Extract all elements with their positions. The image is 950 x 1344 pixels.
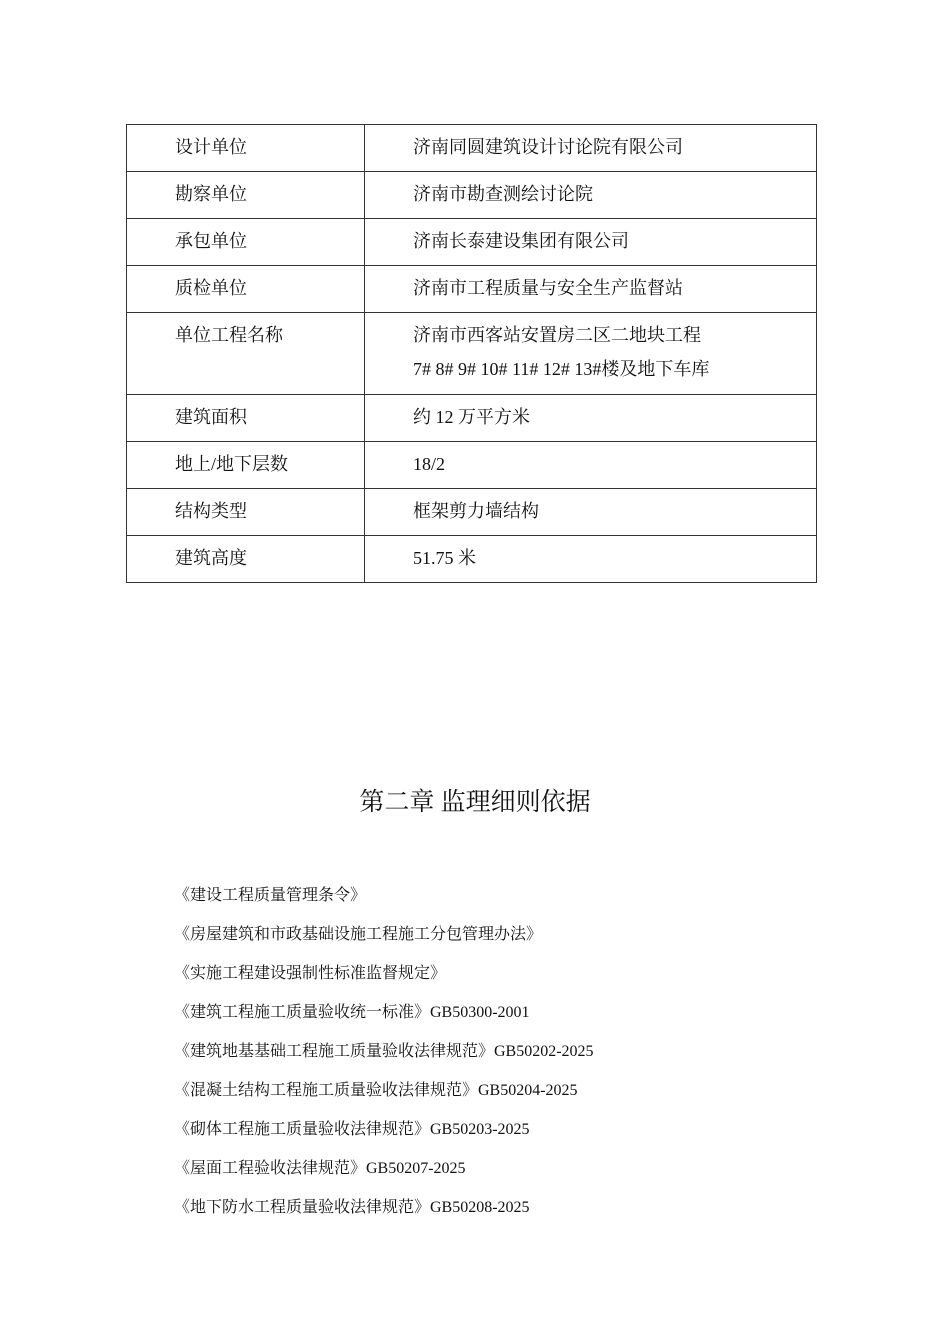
project-info-table	[126, 124, 817, 583]
row-value-project-name	[365, 313, 817, 395]
table-row	[127, 125, 817, 172]
list-item: 《砌体工程施工质量验收法律规范》GB50203-2025	[174, 1121, 530, 1138]
table-row	[127, 219, 817, 266]
table-row	[127, 489, 817, 536]
row-value-survey-unit: 济南市勘查测绘讨论院	[365, 172, 817, 219]
list-item: 《房屋建筑和市政基础设施工程施工分包管理办法》	[174, 926, 543, 943]
table-row	[127, 395, 817, 442]
row-label-building-height: 建筑高度	[127, 536, 365, 583]
table-row	[127, 536, 817, 583]
row-value-building-area: 约 12 万平方米	[365, 395, 817, 442]
row-label-contractor: 承包单位	[127, 219, 365, 266]
row-value-building-height: 51.75 米	[365, 536, 817, 583]
reference-list	[174, 876, 594, 1227]
row-label-building-area: 建筑面积	[127, 395, 365, 442]
row-value-design-unit: 济南同圆建筑设计讨论院有限公司	[365, 125, 817, 172]
list-item: 《混凝土结构工程施工质量验收法律规范》GB50204-2025	[174, 1082, 578, 1099]
project-name-line-2: 7# 8# 9# 10# 11# 12# 13#楼及地下车库	[413, 359, 710, 379]
row-label-floors: 地上/地下层数	[127, 442, 365, 489]
row-value-contractor: 济南长泰建设集团有限公司	[365, 219, 817, 266]
row-label-project-name: 单位工程名称	[127, 313, 365, 395]
list-item: 《建筑工程施工质量验收统一标准》GB50300-2001	[174, 1004, 530, 1021]
list-item: 《屋面工程验收法律规范》GB50207-2025	[174, 1160, 466, 1177]
row-value-quality-inspection: 济南市工程质量与安全生产监督站	[365, 266, 817, 313]
row-label-survey-unit: 勘察单位	[127, 172, 365, 219]
row-label-quality-inspection: 质检单位	[127, 266, 365, 313]
row-label-structure-type: 结构类型	[127, 489, 365, 536]
list-item: 《建筑地基基础工程施工质量验收法律规范》GB50202-2025	[174, 1043, 594, 1060]
row-value-floors: 18/2	[365, 442, 817, 489]
row-label-design-unit: 设计单位	[127, 125, 365, 172]
list-item: 《地下防水工程质量验收法律规范》GB50208-2025	[174, 1199, 530, 1216]
list-item: 《实施工程建设强制性标准监督规定》	[174, 965, 447, 982]
row-value-structure-type: 框架剪力墙结构	[365, 489, 817, 536]
chapter-title: 第二章 监理细则依据	[359, 789, 591, 816]
table-row	[127, 172, 817, 219]
project-name-line-1: 济南市西客站安置房二区二地块工程	[413, 325, 701, 345]
table-row	[127, 442, 817, 489]
table-row	[127, 266, 817, 313]
table-row	[127, 313, 817, 395]
list-item: 《建设工程质量管理条令》	[174, 887, 367, 904]
